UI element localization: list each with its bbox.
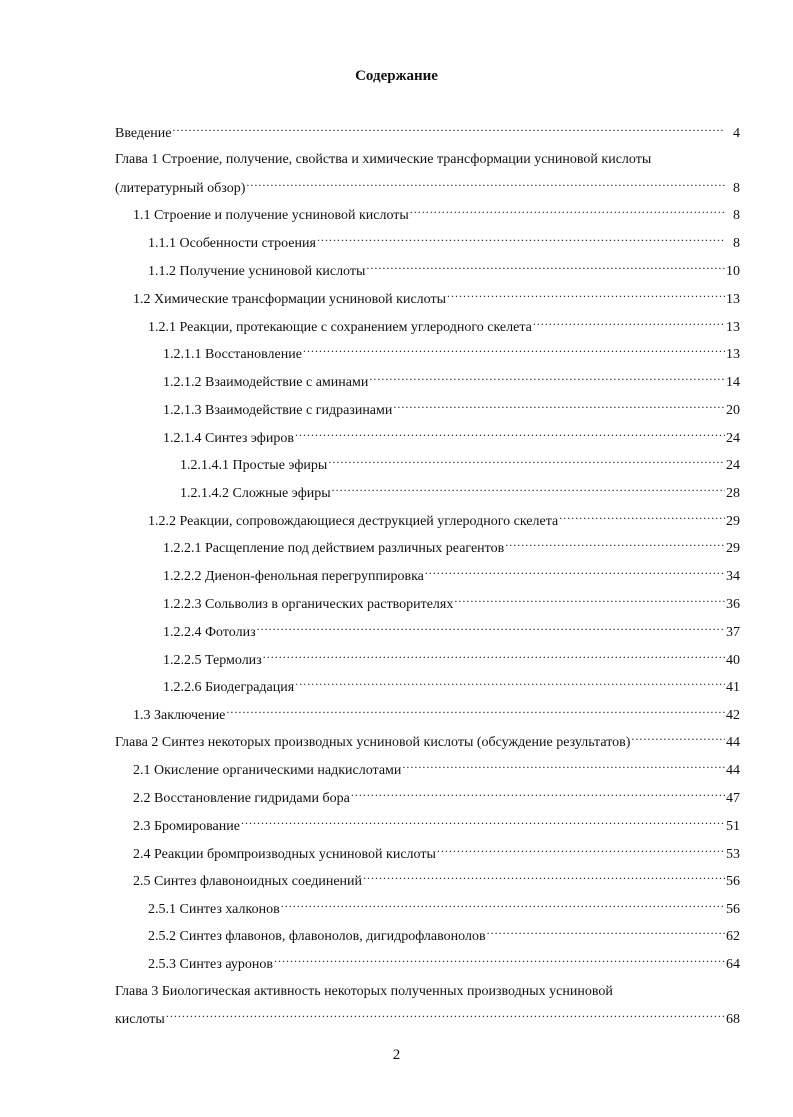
toc-entry-text: 1.2.1.2 Взаимодействие с аминами [163,375,369,390]
toc-entry [148,511,740,531]
leader-dots [172,123,725,137]
toc-entry-text: 2.5.3 Синтез ауронов [148,957,273,972]
toc-entry [133,816,740,836]
leader-dots [303,344,725,358]
toc-entry-text: 1.2 Химические трансформации усниновой кислоты [133,292,447,307]
leader-dots [332,483,725,497]
leader-dots [226,705,725,719]
toc-entry-text: 2.5.2 Синтез флавонов, флавонолов, дигидрофлавонолов [148,929,486,944]
toc-entry-text: Введение [115,126,172,141]
toc-entry [115,732,740,752]
toc-entry-text: Глава 2 Синтез некоторых производных усниновой кислоты (обсуждение результатов) [115,735,631,750]
leader-dots [631,732,725,746]
toc-entry-page: 24 [726,431,740,446]
toc-entry [163,566,740,586]
toc-entry [148,926,740,946]
toc-entry-text: 1.2.2.3 Сольволиз в органических растворителях [163,597,454,612]
toc-entry [115,982,740,1002]
toc-entry [163,594,740,614]
toc-entry-page: 13 [726,320,740,335]
page-number: 2 [392,1047,401,1063]
toc-entry [115,123,740,143]
toc-entry-page: 4 [733,126,740,141]
toc-entry-page: 10 [726,264,740,279]
toc-entry-page: 20 [726,403,740,418]
toc-entry-text: 1.2.1.1 Восстановление [163,347,302,362]
toc-entry-page: 53 [726,847,740,862]
toc-entry-text: 2.3 Бромирование [133,819,240,834]
toc-entry-page: 29 [726,541,740,556]
toc-entry-page: 13 [726,347,740,362]
toc-entry-text: 1.2.2 Реакции, сопровождающиеся деструкцией углеродного скелета [148,514,559,529]
leader-dots [425,566,725,580]
toc-entry-text: 1.1.1 Особенности строения [148,236,316,251]
toc-entry [133,760,740,780]
toc-entry [133,788,740,808]
toc-entry [163,677,740,697]
leader-dots [559,511,725,525]
toc-entry-page: 56 [726,902,740,917]
toc-entry [115,178,740,198]
toc-entry [115,150,740,170]
toc-entry-page: 51 [726,819,740,834]
toc-entry-text: 1.3 Заключение [133,708,226,723]
toc-entry-page: 56 [726,874,740,889]
leader-dots [363,871,725,885]
toc-entry-page: 28 [726,486,740,501]
toc-entry-page: 36 [726,597,740,612]
leader-dots [281,899,725,913]
toc-entry-page: 68 [726,1012,740,1027]
leader-dots [505,538,725,552]
toc-entry-page: 14 [726,375,740,390]
toc-entry-text: Глава 3 Биологическая активность некоторых полученных производных усниновой [115,984,613,999]
leader-dots [402,760,725,774]
toc-entry-page: 40 [726,653,740,668]
toc-entry-text: 1.1 Строение и получение усниновой кислоты [133,208,409,223]
leader-dots [274,954,725,968]
toc-entry-text: 2.1 Окисление органическими надкислотами [133,763,402,778]
toc-entry [148,233,740,253]
toc-entry-text: 1.2.1.4.1 Простые эфиры [180,458,328,473]
leader-dots [263,650,725,664]
toc-entry [148,317,740,337]
toc-entry-text: 2.5.1 Синтез халконов [148,902,280,917]
toc-entry [133,205,740,225]
toc-entry [115,1009,740,1029]
leader-dots [410,205,725,219]
leader-dots [487,926,725,940]
toc-entry [148,899,740,919]
toc-entry-text: 1.2.1.4.2 Сложные эфиры [180,486,331,501]
toc-entry-text: 2.2 Восстановление гидридами бора [133,791,350,806]
toc-entry-page: 24 [726,458,740,473]
toc-entry [133,871,740,891]
toc-entry [163,622,740,642]
leader-dots [295,428,725,442]
leader-dots [447,289,725,303]
toc-entry-text: 1.1.2 Получение усниновой кислоты [148,264,366,279]
toc-entry-page: 8 [733,181,740,196]
leader-dots [454,594,725,608]
leader-dots [533,317,725,331]
leader-dots [317,233,725,247]
toc-entry-page: 44 [726,735,740,750]
toc-entry-text: 1.2.1.3 Взаимодействие с гидразинами [163,403,393,418]
toc-entry-page: 34 [726,569,740,584]
toc-entry-text: 1.2.1.4 Синтез эфиров [163,431,294,446]
leader-dots [393,400,725,414]
toc-entry-text: 1.2.2.6 Биодеградация [163,680,295,695]
toc-entry [133,844,740,864]
toc-entry-text: 1.2.2.5 Термолиз [163,653,262,668]
page-title: Содержание [355,68,438,84]
toc-entry-text: 1.2.1 Реакции, протекающие с сохранением углеродного скелета [148,320,532,335]
toc-entry-page: 62 [726,929,740,944]
toc-entry [180,455,740,475]
leader-dots [366,261,725,275]
toc-entry-page: 64 [726,957,740,972]
toc-entry [163,400,740,420]
toc-entry [163,538,740,558]
toc-entry [133,705,740,725]
leader-dots [166,1009,725,1023]
toc-entry-text: кислоты [115,1012,165,1027]
toc-entry-text: 1.2.2.2 Диенон-фенольная перегруппировка [163,569,424,584]
toc-entry-text: 1.2.2.1 Расщепление под действием различных реагентов [163,541,505,556]
toc-entry-page: 8 [733,208,740,223]
toc-entry-text: Глава 1 Строение, получение, свойства и химические трансформации усниновой кислоты [115,152,652,167]
leader-dots [257,622,725,636]
toc-entry-page: 41 [726,680,740,695]
toc-entry-page: 13 [726,292,740,307]
toc-entry-page: 42 [726,708,740,723]
toc-entry-text: 2.5 Синтез флавоноидных соединений [133,874,363,889]
toc-entry-page: 8 [733,236,740,251]
leader-dots [295,677,725,691]
toc-entry [148,954,740,974]
toc-entry-page: 29 [726,514,740,529]
leader-dots [246,178,725,192]
toc-entry-text: 1.2.2.4 Фотолиз [163,625,256,640]
leader-dots [437,844,725,858]
leader-dots [369,372,725,386]
leader-dots [241,816,725,830]
toc-entry-text: (литературный обзор) [115,181,246,196]
toc-entry-text: 2.4 Реакции бромпроизводных усниновой кислоты [133,847,436,862]
toc-entry [163,372,740,392]
leader-dots [351,788,725,802]
toc-entry-page: 47 [726,791,740,806]
toc-entry-page: 44 [726,763,740,778]
toc-entry [163,650,740,670]
toc-entry-page: 37 [726,625,740,640]
toc-entry [133,289,740,309]
leader-dots [328,455,725,469]
toc-entry [163,428,740,448]
toc-entry [180,483,740,503]
toc-entry [148,261,740,281]
toc-entry [163,344,740,364]
